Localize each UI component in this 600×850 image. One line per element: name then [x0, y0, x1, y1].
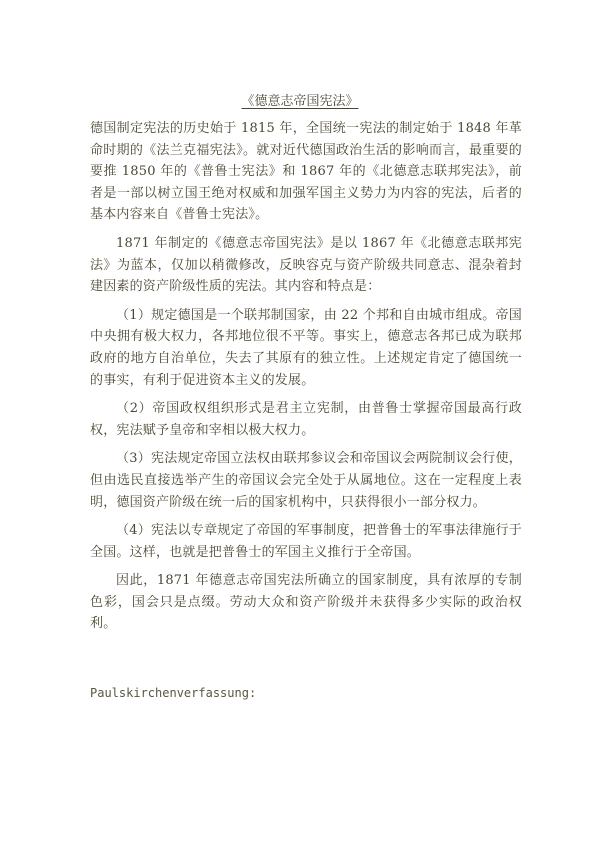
paragraph-point-1: （1）规定德国是一个联邦制国家，由 22 个邦和自由城市组成。帝国中央拥有极大权力，各邦地位很不平等。事实上，德意志各邦已成为联邦政府的地方自治单位，失去了其原有的独立性。上述规定肯定了德国统一的事实，有利于促进资本主义的发展。 [90, 307, 522, 388]
paragraph-point-2: （2）帝国政权组织形式是君主立宪制，由普鲁士掌握帝国最高行政权，宪法赋予皇帝和宰相以极大权力。 [90, 401, 522, 438]
document-title-text: 《德意志帝国宪法》 [241, 94, 359, 109]
paragraph-1871-constitution: 1871 年制定的《德意志帝国宪法》是以 1867 年《北德意志联邦宪法》为蓝本，仅加以稍微修改，反映容克与资产阶级共同意志、混杂着封建因素的资产阶级性质的宪法。其内容和特点是： [90, 235, 522, 295]
paragraph-point-4: （4）宪法以专章规定了帝国的军事制度，把普鲁士的军事法律施行于全国。这样，也就是把普鲁士的军国主义推行于全帝国。 [90, 523, 522, 560]
footer-note: Paulskirchenverfassung: [90, 686, 257, 700]
paragraph-conclusion: 因此，1871 年德意志帝国宪法所确立的国家制度，具有浓厚的专制色彩，国会只是点缀。劳动大众和资产阶级并未获得多少实际的政治权利。 [90, 573, 522, 632]
paragraph-history: 德国制定宪法的历史始于 1815 年，全国统一宪法的制定始于 1848 年革命时期的《法兰克福宪法》。就对近代德国政治生活的影响而言，最重要的要推 1850 年的《普鲁士宪法》和 1867 年的《北德意志联邦宪法》，前者是一部以树立国王绝对权威和加强军国主义势力为内容的宪法，后者的基本内容来自《普鲁士宪法》。 [90, 121, 522, 223]
paragraph-point-3: （3）宪法规定帝国立法权由联邦参议会和帝国议会两院制议会行使，但由选民直接选举产生的帝国议会完全处于从属地位。这在一定程度上表明，德国资产阶级在统一后的国家机构中，只获得很小一部分权力。 [90, 451, 522, 510]
document-title [0, 90, 600, 109]
document-body [90, 118, 522, 642]
